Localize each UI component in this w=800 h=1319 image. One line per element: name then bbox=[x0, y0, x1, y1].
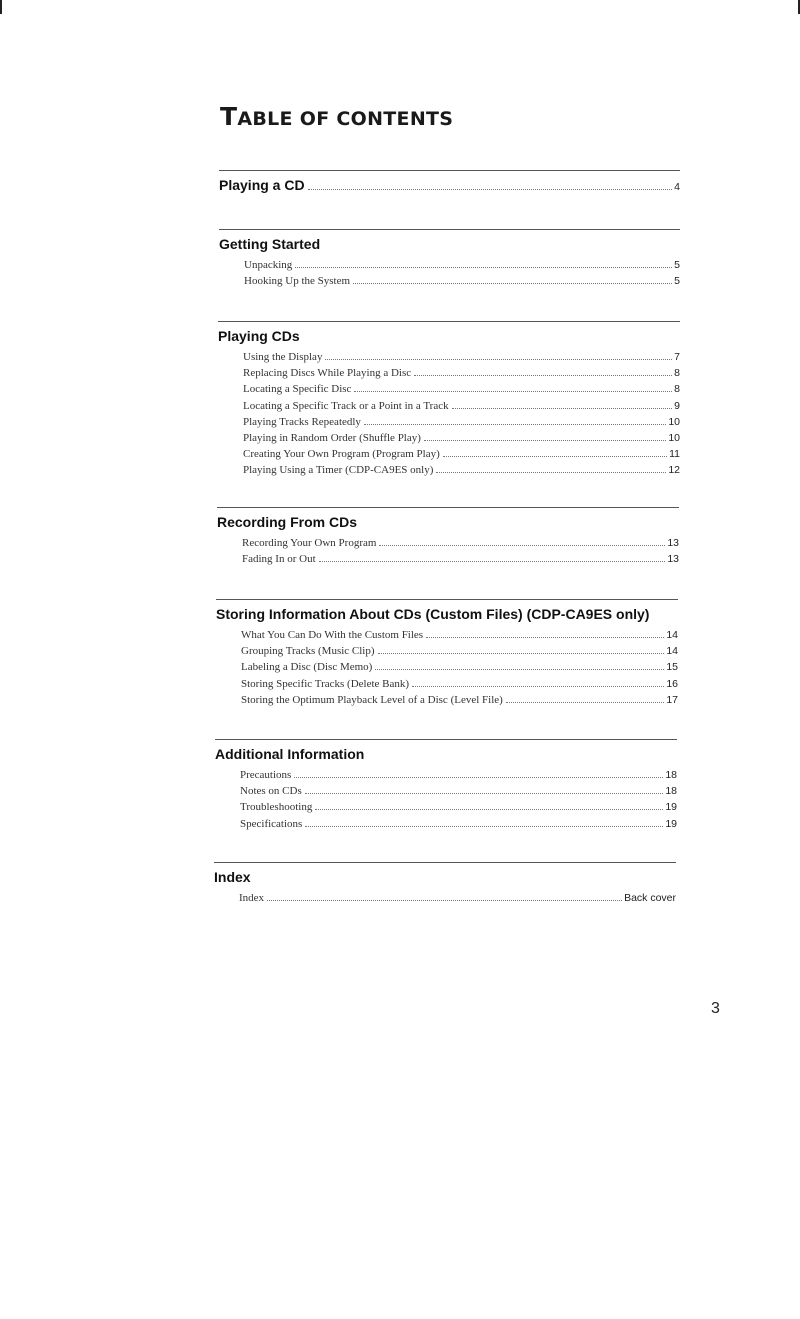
leader-dots bbox=[308, 189, 673, 190]
entry-label: Creating Your Own Program (Program Play) bbox=[243, 448, 440, 461]
toc-section-additional-information bbox=[215, 739, 677, 832]
toc-entry[interactable] bbox=[243, 414, 680, 430]
page-ref: 18 bbox=[665, 769, 677, 781]
page-ref: 14 bbox=[666, 629, 678, 641]
entry-label: Locating a Specific Disc bbox=[243, 383, 352, 396]
page-ref: 16 bbox=[666, 677, 678, 690]
leader-dots bbox=[267, 900, 622, 901]
toc-entry[interactable] bbox=[242, 535, 679, 551]
page-ref: 8 bbox=[674, 367, 680, 380]
entry-label: Locating a Specific Track or a Point in a Track bbox=[243, 399, 449, 412]
leader-dots bbox=[295, 267, 672, 268]
page-ref: 7 bbox=[674, 351, 680, 363]
toc-entry[interactable] bbox=[244, 273, 680, 289]
page-ref: 8 bbox=[674, 383, 680, 396]
leader-dots bbox=[378, 653, 665, 654]
leader-dots bbox=[353, 283, 672, 284]
toc-section-index bbox=[214, 862, 676, 906]
toc-entry[interactable] bbox=[240, 783, 677, 799]
leader-dots bbox=[325, 359, 672, 360]
section-rule bbox=[216, 599, 678, 600]
page-ref: 11 bbox=[669, 448, 680, 461]
entry-label: Specifications bbox=[240, 817, 303, 830]
section-rule bbox=[214, 862, 676, 863]
toc-entry[interactable] bbox=[242, 551, 679, 567]
leader-dots bbox=[315, 809, 663, 810]
page-ref: Back cover bbox=[624, 892, 676, 904]
entry-label: Notes on CDs bbox=[240, 785, 302, 798]
toc-entry[interactable] bbox=[243, 430, 680, 446]
scan-edge-left bbox=[0, 0, 2, 14]
page-ref: 5 bbox=[674, 275, 680, 288]
page-ref: 15 bbox=[666, 661, 678, 674]
section-heading: Getting Started bbox=[219, 236, 321, 252]
toc-entry[interactable] bbox=[244, 257, 680, 273]
entry-label: Fading In or Out bbox=[242, 553, 316, 566]
leader-dots bbox=[506, 702, 665, 703]
toc-section-getting-started bbox=[219, 229, 680, 289]
entry-label: Replacing Discs While Playing a Disc bbox=[243, 367, 412, 380]
toc-entry[interactable] bbox=[241, 692, 678, 708]
leader-dots bbox=[294, 777, 663, 778]
section-heading: Playing CDs bbox=[218, 328, 300, 344]
entry-label: Playing in Random Order (Shuffle Play) bbox=[243, 432, 421, 445]
entry-label: What You Can Do With the Custom Files bbox=[241, 629, 424, 641]
leader-dots bbox=[375, 669, 664, 670]
page-number: 3 bbox=[711, 1000, 720, 1017]
page-ref: 19 bbox=[665, 801, 677, 814]
entry-label: Using the Display bbox=[243, 351, 323, 363]
toc-entry[interactable] bbox=[243, 446, 680, 462]
toc-entry[interactable] bbox=[243, 365, 680, 381]
toc-section-recording bbox=[217, 507, 679, 567]
page-ref: 10 bbox=[668, 432, 680, 445]
toc-entry[interactable] bbox=[241, 676, 678, 692]
page-ref: 13 bbox=[667, 537, 679, 549]
leader-dots bbox=[436, 472, 666, 473]
section-heading: Playing a CD bbox=[219, 177, 305, 193]
section-rule bbox=[215, 739, 677, 740]
entry-label: Precautions bbox=[240, 769, 292, 781]
leader-dots bbox=[443, 456, 667, 457]
section-heading: Additional Information bbox=[215, 746, 365, 762]
toc-entry[interactable] bbox=[219, 176, 680, 196]
leader-dots bbox=[426, 637, 664, 638]
toc-entry[interactable] bbox=[240, 799, 677, 815]
page-ref: 9 bbox=[674, 399, 680, 412]
toc-section-playing-a-cd bbox=[219, 170, 680, 196]
toc-entry[interactable] bbox=[240, 767, 677, 783]
title-initial: T bbox=[220, 102, 238, 131]
toc-entry[interactable] bbox=[243, 398, 680, 414]
section-rule bbox=[218, 321, 680, 322]
leader-dots bbox=[424, 440, 666, 441]
toc-entry[interactable] bbox=[241, 643, 678, 659]
page-ref: 12 bbox=[668, 464, 680, 477]
section-rule bbox=[219, 229, 680, 230]
page-ref: 5 bbox=[674, 259, 680, 271]
toc-entry[interactable] bbox=[239, 890, 676, 906]
leader-dots bbox=[379, 545, 665, 546]
toc-section-custom-files bbox=[216, 599, 678, 708]
toc-entry[interactable] bbox=[240, 816, 677, 832]
page-title bbox=[220, 102, 453, 131]
toc-section-playing-cds bbox=[218, 321, 680, 479]
leader-dots bbox=[319, 561, 666, 562]
leader-dots bbox=[354, 391, 672, 392]
entry-label: Hooking Up the System bbox=[244, 275, 351, 288]
toc-entry[interactable] bbox=[241, 659, 678, 675]
entry-label: Troubleshooting bbox=[240, 801, 313, 814]
entry-label: Index bbox=[239, 892, 265, 904]
leader-dots bbox=[412, 686, 664, 687]
entry-label: Playing Using a Timer (CDP-CA9ES only) bbox=[243, 464, 434, 477]
section-heading: Storing Information About CDs (Custom Files) (CDP-CA9ES only) bbox=[216, 606, 650, 622]
leader-dots bbox=[364, 424, 666, 425]
page-ref: 10 bbox=[668, 415, 680, 428]
title-rest: ABLE OF CONTENTS bbox=[237, 108, 454, 130]
toc-entry[interactable] bbox=[243, 462, 680, 478]
page-ref: 13 bbox=[667, 553, 679, 566]
entry-label: Labeling a Disc (Disc Memo) bbox=[241, 661, 373, 674]
leader-dots bbox=[452, 408, 673, 409]
page-ref: 17 bbox=[666, 693, 678, 706]
toc-entry[interactable] bbox=[241, 627, 678, 643]
page-ref: 14 bbox=[666, 645, 678, 658]
section-heading: Recording From CDs bbox=[217, 514, 358, 530]
entry-label: Storing the Optimum Playback Level of a Disc (Level File) bbox=[241, 693, 503, 706]
leader-dots bbox=[305, 826, 663, 827]
toc-entry[interactable] bbox=[243, 349, 680, 365]
section-heading: Index bbox=[214, 869, 251, 885]
entry-label: Grouping Tracks (Music Clip) bbox=[241, 645, 375, 658]
page-ref: 19 bbox=[665, 817, 677, 830]
section-rule bbox=[217, 507, 679, 508]
entry-label: Playing Tracks Repeatedly bbox=[243, 415, 361, 428]
entry-label: Unpacking bbox=[244, 259, 293, 271]
toc-entry[interactable] bbox=[243, 381, 680, 397]
leader-dots bbox=[305, 793, 664, 794]
entry-label: Recording Your Own Program bbox=[242, 537, 377, 549]
leader-dots bbox=[414, 375, 672, 376]
entry-label: Storing Specific Tracks (Delete Bank) bbox=[241, 677, 410, 690]
section-rule bbox=[219, 170, 680, 171]
page-ref: 4 bbox=[674, 181, 680, 193]
page-ref: 18 bbox=[665, 785, 677, 798]
